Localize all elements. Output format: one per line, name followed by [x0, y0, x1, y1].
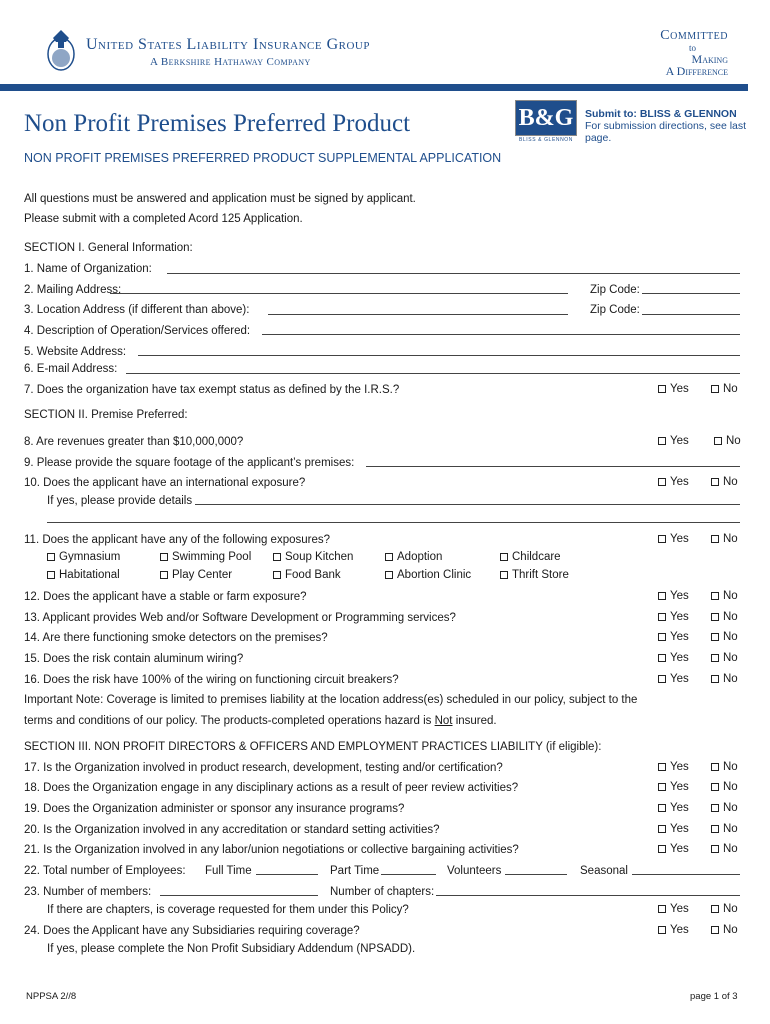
- seasonal-label: Seasonal: [580, 865, 628, 877]
- q11-no-checkbox[interactable]: No: [711, 533, 738, 545]
- q24-sub-label: If yes, please complete the Non Profit Subsidiary Addendum (NPSADD).: [47, 943, 416, 955]
- q8-no-checkbox[interactable]: No: [714, 435, 741, 447]
- exposure-childcare-checkbox[interactable]: Childcare: [500, 551, 561, 563]
- q5-label: 5. Website Address:: [24, 346, 127, 358]
- company-name: United States Liability Insurance Group: [86, 36, 370, 53]
- q21-label: 21. Is the Organization involved in any labor/union negotiations or collective bargaining activities?: [24, 844, 519, 856]
- intro-line-1: All questions must be answered and application must be signed by applicant.: [24, 193, 416, 205]
- q16-label: 16. Does the risk have 100% of the wiring on functioning circuit breakers?: [24, 674, 399, 686]
- q2-label: 2. Mailing Address:: [24, 284, 122, 296]
- chapters-label: Number of chapters:: [330, 886, 435, 898]
- exposure-swimming-pool-checkbox[interactable]: Swimming Pool: [160, 551, 251, 563]
- seasonal-field[interactable]: [632, 874, 740, 875]
- website-field[interactable]: [138, 355, 740, 356]
- q15-label: 15. Does the risk contain aluminum wiring?: [24, 653, 244, 665]
- location-zip-field[interactable]: [642, 314, 740, 315]
- q11-label: 11. Does the applicant have any of the following exposures?: [24, 534, 331, 546]
- q23-sub-label: If there are chapters, is coverage requested for them under this Policy?: [47, 904, 409, 916]
- header-divider: [0, 84, 748, 91]
- q15-yes-checkbox[interactable]: Yes: [658, 652, 689, 664]
- q3-label: 3. Location Address (if different than above):: [24, 304, 250, 316]
- bliss-glennon-logo: B&G BLISS & GLENNON: [515, 100, 577, 144]
- mailing-zip-field[interactable]: [642, 293, 740, 294]
- exposure-play-center-checkbox[interactable]: Play Center: [160, 569, 232, 581]
- important-note-line-1: Important Note: Coverage is limited to premises liability at the location address(es) scheduled in our policy, subject to the: [24, 694, 638, 706]
- q10-yes-checkbox[interactable]: Yes: [658, 476, 689, 488]
- exposure-soup-kitchen-checkbox[interactable]: Soup Kitchen: [273, 551, 353, 563]
- q14-yes-checkbox[interactable]: Yes: [658, 631, 689, 643]
- intro-line-2: Please submit with a completed Acord 125 Application.: [24, 213, 303, 225]
- international-details-field[interactable]: [195, 504, 740, 505]
- q23-yes-checkbox[interactable]: Yes: [658, 903, 689, 915]
- q11-yes-checkbox[interactable]: Yes: [658, 533, 689, 545]
- q7-yes-checkbox[interactable]: Yes: [658, 383, 689, 395]
- q10-details-label: If yes, please provide details: [47, 495, 193, 507]
- q19-label: 19. Does the Organization administer or sponsor any insurance programs?: [24, 803, 405, 815]
- q14-no-checkbox[interactable]: No: [711, 631, 738, 643]
- q20-no-checkbox[interactable]: No: [711, 823, 738, 835]
- email-field[interactable]: [126, 373, 740, 374]
- q7-no-checkbox[interactable]: No: [711, 383, 738, 395]
- q12-label: 12. Does the applicant have a stable or farm exposure?: [24, 591, 307, 603]
- international-details-field-2[interactable]: [47, 522, 740, 523]
- q16-no-checkbox[interactable]: No: [711, 673, 738, 685]
- q3-zip-label: Zip Code:: [590, 304, 640, 316]
- q9-label: 9. Please provide the square footage of the applicant’s premises:: [24, 457, 355, 469]
- square-footage-field[interactable]: [366, 466, 740, 467]
- q8-yes-checkbox[interactable]: Yes: [658, 435, 689, 447]
- part-time-label: Part Time: [330, 865, 380, 877]
- q13-yes-checkbox[interactable]: Yes: [658, 611, 689, 623]
- q20-yes-checkbox[interactable]: Yes: [658, 823, 689, 835]
- q6-label: 6. E-mail Address:: [24, 363, 118, 375]
- company-seal-icon: [46, 28, 76, 72]
- q13-no-checkbox[interactable]: No: [711, 611, 738, 623]
- q4-label: 4. Description of Operation/Services offered:: [24, 325, 251, 337]
- chapters-field[interactable]: [436, 895, 740, 896]
- exposure-food-bank-checkbox[interactable]: Food Bank: [273, 569, 341, 581]
- exposure-abortion-clinic-checkbox[interactable]: Abortion Clinic: [385, 569, 471, 581]
- q19-no-checkbox[interactable]: No: [711, 802, 738, 814]
- q22-label: 22. Total number of Employees:: [24, 865, 186, 877]
- part-time-field[interactable]: [381, 874, 436, 875]
- operations-description-field[interactable]: [262, 334, 740, 335]
- q17-label: 17. Is the Organization involved in product research, development, testing and/or certification?: [24, 762, 503, 774]
- members-field[interactable]: [160, 895, 318, 896]
- form-subtitle: NON PROFIT PREMISES PREFERRED PRODUCT SUPPLEMENTAL APPLICATION: [24, 151, 502, 165]
- q21-yes-checkbox[interactable]: Yes: [658, 843, 689, 855]
- form-id: NPPSA 2//8: [26, 991, 77, 1002]
- q24-yes-checkbox[interactable]: Yes: [658, 924, 689, 936]
- q7-label: 7. Does the organization have tax exempt status as defined by the I.R.S.?: [24, 384, 400, 396]
- q23-no-checkbox[interactable]: No: [711, 903, 738, 915]
- q14-label: 14. Are there functioning smoke detectors on the premises?: [24, 632, 328, 644]
- exposure-habitational-checkbox[interactable]: Habitational: [47, 569, 120, 581]
- section-3-heading: SECTION III. NON PROFIT DIRECTORS & OFFICERS AND EMPLOYMENT PRACTICES LIABILITY (if eligible):: [24, 741, 602, 753]
- page-title: Non Profit Premises Preferred Product: [24, 110, 411, 137]
- exposure-thrift-store-checkbox[interactable]: Thrift Store: [500, 569, 569, 581]
- q20-label: 20. Is the Organization involved in any accreditation or standard setting activities?: [24, 824, 440, 836]
- submission-info: Submit to: BLISS & GLENNON For submission directions, see last page.: [585, 108, 747, 144]
- q24-no-checkbox[interactable]: No: [711, 924, 738, 936]
- q13-label: 13. Applicant provides Web and/or Software Development or Programming services?: [24, 612, 456, 624]
- slogan: Committed to Making A Difference: [660, 28, 728, 78]
- q1-label: 1. Name of Organization:: [24, 263, 152, 275]
- organization-name-field[interactable]: [167, 273, 740, 274]
- section-2-heading: SECTION II. Premise Preferred:: [24, 409, 188, 421]
- q18-yes-checkbox[interactable]: Yes: [658, 781, 689, 793]
- section-1-heading: SECTION I. General Information:: [24, 242, 193, 254]
- q19-yes-checkbox[interactable]: Yes: [658, 802, 689, 814]
- q24-label: 24. Does the Applicant have any Subsidiaries requiring coverage?: [24, 925, 360, 937]
- q16-yes-checkbox[interactable]: Yes: [658, 673, 689, 685]
- q15-no-checkbox[interactable]: No: [711, 652, 738, 664]
- q12-no-checkbox[interactable]: No: [711, 590, 738, 602]
- page-number: page 1 of 3: [690, 991, 738, 1002]
- q12-yes-checkbox[interactable]: Yes: [658, 590, 689, 602]
- q23-label: 23. Number of members:: [24, 886, 152, 898]
- q8-label: 8. Are revenues greater than $10,000,000?: [24, 436, 244, 448]
- full-time-field[interactable]: [256, 874, 318, 875]
- q10-label: 10. Does the applicant have an international exposure?: [24, 477, 306, 489]
- q17-yes-checkbox[interactable]: Yes: [658, 761, 689, 773]
- q2-zip-label: Zip Code:: [590, 284, 640, 296]
- company-subtitle: A Berkshire Hathaway Company: [150, 56, 311, 68]
- q17-no-checkbox[interactable]: No: [711, 761, 738, 773]
- exposure-adoption-checkbox[interactable]: Adoption: [385, 551, 442, 563]
- location-address-field[interactable]: [268, 314, 568, 315]
- q18-no-checkbox[interactable]: No: [711, 781, 738, 793]
- important-note-line-2: terms and conditions of our policy. The products-completed operations hazard is Not insured.: [24, 715, 497, 727]
- mailing-address-field[interactable]: [110, 293, 568, 294]
- exposure-gymnasium-checkbox[interactable]: Gymnasium: [47, 551, 120, 563]
- full-time-label: Full Time: [205, 865, 252, 877]
- q21-no-checkbox[interactable]: No: [711, 843, 738, 855]
- q18-label: 18. Does the Organization engage in any disciplinary actions as a result of peer review activities?: [24, 782, 519, 794]
- q10-no-checkbox[interactable]: No: [711, 476, 738, 488]
- volunteers-field[interactable]: [505, 874, 567, 875]
- volunteers-label: Volunteers: [447, 865, 502, 877]
